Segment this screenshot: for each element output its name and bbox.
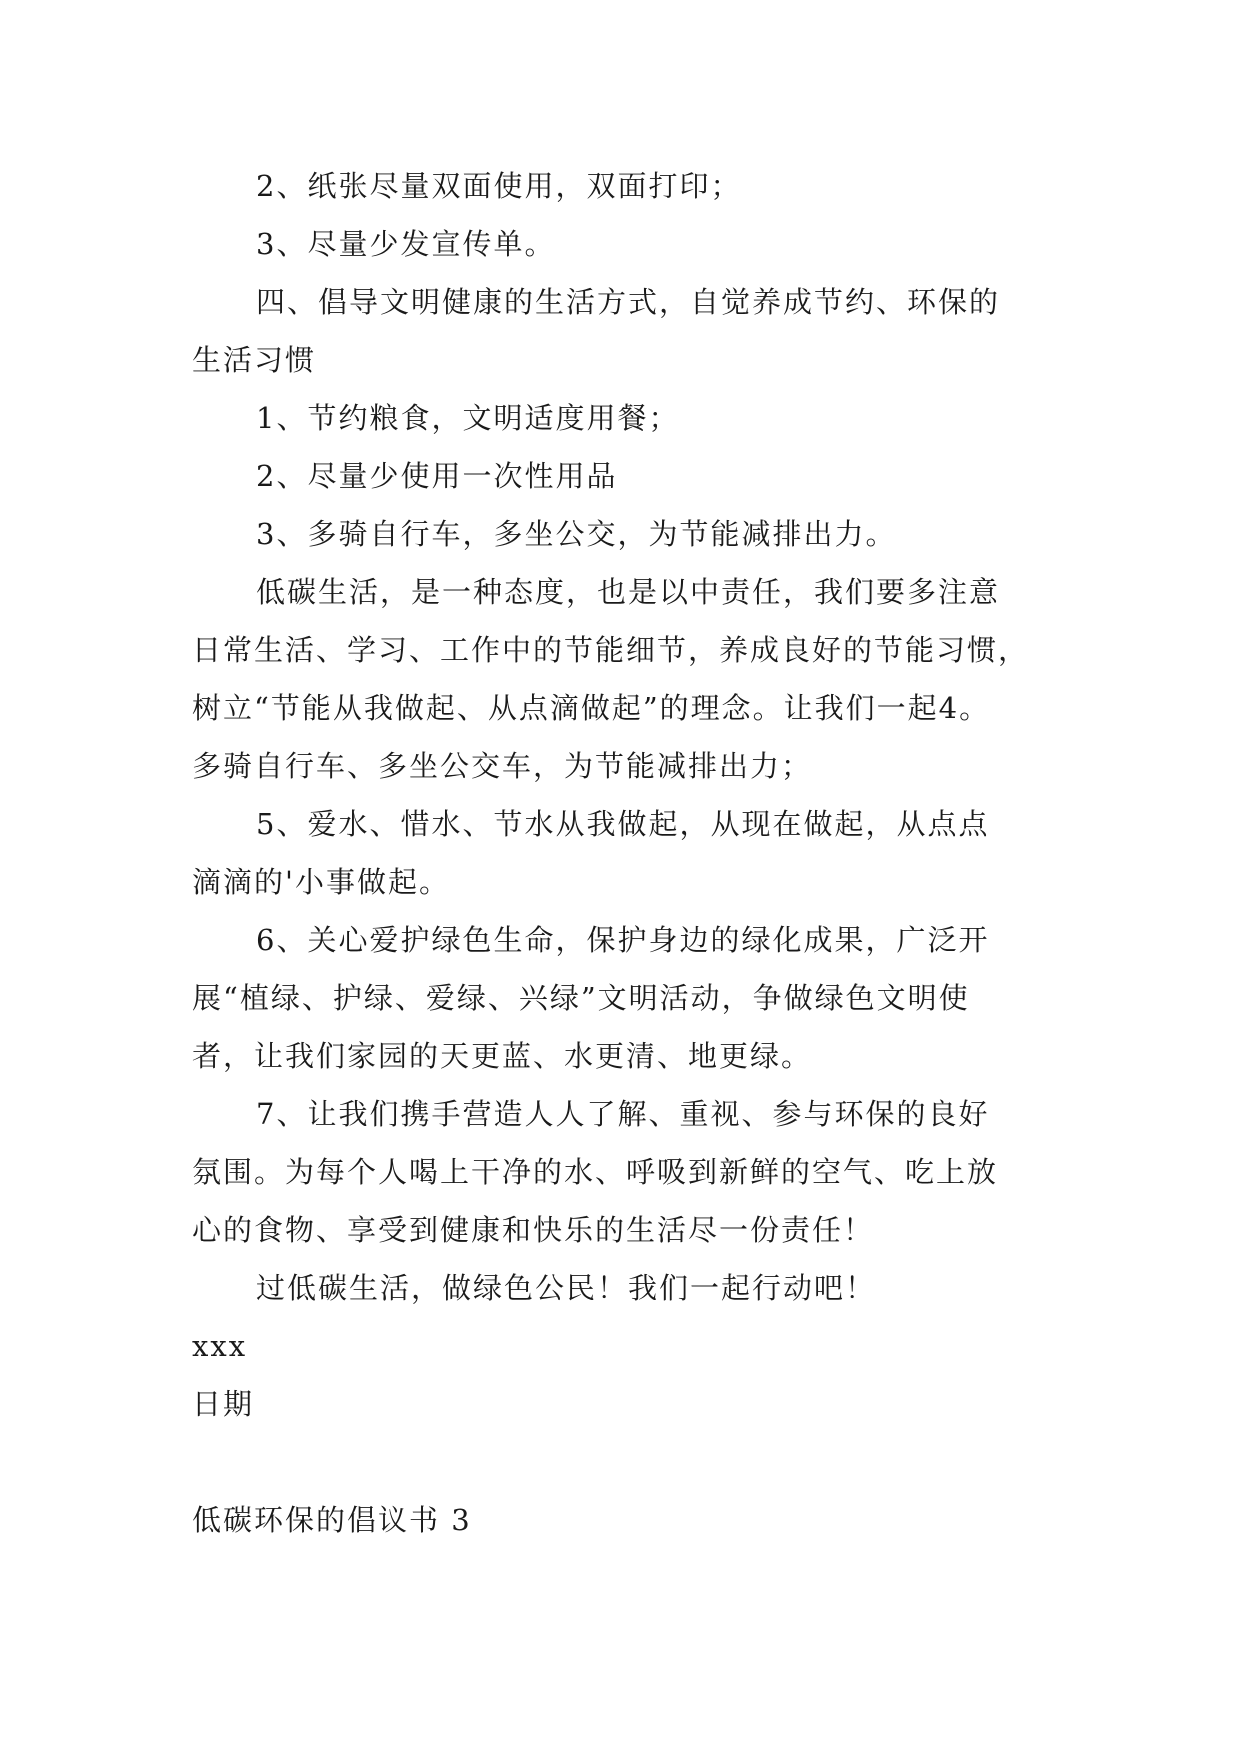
closing-slogan: 过低碳生活，做绿色公民！我们一起行动吧！	[256, 1271, 877, 1305]
paragraph-line: 树立“节能从我做起、从点滴做起”的理念。让我们一起4。	[192, 691, 991, 725]
paragraph-line: 日常生活、学习、工作中的节能细节，养成良好的节能习惯，	[192, 633, 1030, 667]
list-item-continued: 展“植绿、护绿、爱绿、兴绿”文明活动，争做绿色文明使	[192, 981, 970, 1015]
paragraph-line: 多骑自行车、多坐公交车，为节能减排出力；	[192, 749, 813, 783]
list-item: 3、多骑自行车，多坐公交，为节能减排出力。	[256, 517, 897, 551]
document-title: 低碳环保的倡议书 3	[192, 1503, 472, 1537]
list-item: 3、尽量少发宣传单。	[256, 227, 556, 261]
list-item: 7、让我们携手营造人人了解、重视、参与环保的良好	[256, 1097, 990, 1131]
date-label: 日期	[192, 1387, 255, 1421]
paragraph-line: 低碳生活，是一种态度，也是以中责任，我们要多注意	[256, 575, 1001, 609]
list-item: 1、节约粮食，文明适度用餐；	[256, 401, 680, 435]
list-item-continued: 者，让我们家园的天更蓝、水更清、地更绿。	[192, 1039, 813, 1073]
section-heading: 四、倡导文明健康的生活方式，自觉养成节约、环保的	[256, 285, 1001, 319]
list-item: 6、关心爱护绿色生命，保护身边的绿化成果，广泛开	[256, 923, 990, 957]
list-item-continued: 滴滴的'小事做起。	[192, 865, 450, 899]
list-item: 2、纸张尽量双面使用，双面打印；	[256, 169, 742, 203]
section-heading-continued: 生活习惯	[192, 343, 317, 377]
list-item-continued: 心的食物、享受到健康和快乐的生活尽一份责任！	[192, 1213, 875, 1247]
signature: xxx	[192, 1329, 248, 1363]
list-item: 5、爱水、惜水、节水从我做起，从现在做起，从点点	[256, 807, 990, 841]
list-item: 2、尽量少使用一次性用品	[256, 459, 618, 493]
list-item-continued: 氛围。为每个人喝上干净的水、呼吸到新鲜的空气、吃上放	[192, 1155, 999, 1189]
